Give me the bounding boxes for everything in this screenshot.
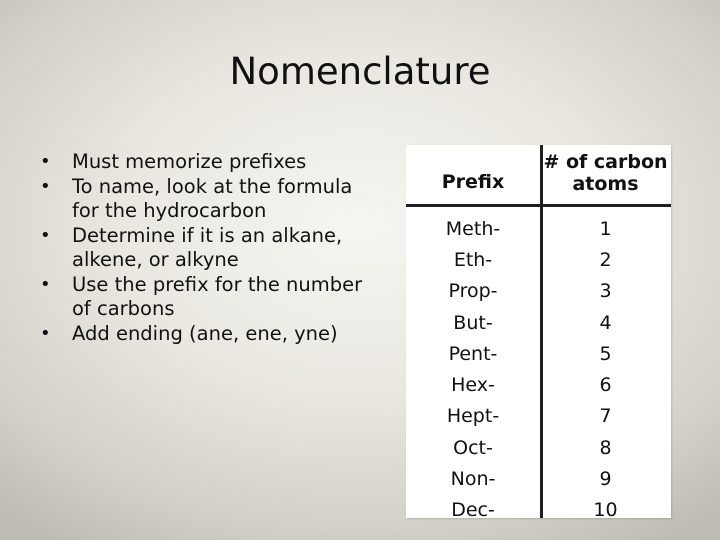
- carbon-count-cell: 6: [599, 374, 612, 397]
- table-row: [406, 244, 671, 275]
- bullet-text: To name, look at the formula for the hydrocarbon: [72, 174, 353, 222]
- table-row: [406, 432, 671, 463]
- bullet-list: [40, 150, 370, 346]
- bullet-item: [40, 322, 370, 347]
- bullet-dot-icon: •: [40, 175, 51, 197]
- carbon-count-cell: 2: [599, 248, 612, 271]
- table-row: [406, 338, 671, 369]
- prefix-cell: Oct-: [453, 436, 493, 459]
- bullet-text: Use the prefix for the number of carbons: [72, 272, 363, 320]
- bullet-text: Determine if it is an alkane, alkene, or alkyne: [72, 223, 343, 271]
- prefix-cell: Dec-: [451, 499, 495, 522]
- bullet-dot-icon: •: [40, 322, 51, 344]
- bullet-item: [40, 273, 370, 322]
- prefix-table: [406, 145, 671, 522]
- bullet-dot-icon: •: [40, 224, 51, 246]
- carbon-count-cell: 1: [599, 217, 612, 240]
- bullet-item: [40, 175, 370, 224]
- table-header-row: [406, 145, 671, 213]
- carbon-count-cell: 3: [599, 280, 612, 303]
- bullet-item: [40, 224, 370, 273]
- table-row: [406, 307, 671, 338]
- carbon-count-cell: 4: [599, 311, 612, 334]
- carbon-count-cell: 10: [593, 499, 618, 522]
- prefix-cell: Hept-: [446, 405, 500, 428]
- header-carbon-atoms: # of carbon atoms: [543, 151, 668, 195]
- table-row: [406, 401, 671, 432]
- carbon-count-cell: 7: [599, 405, 612, 428]
- table-row: [406, 495, 671, 526]
- bullet-text: Must memorize prefixes: [72, 150, 307, 173]
- prefix-cell: Prop-: [448, 280, 498, 303]
- prefix-cell: Non-: [450, 468, 496, 491]
- carbon-count-cell: 9: [599, 468, 612, 491]
- table-row: [406, 276, 671, 307]
- table-header-divider: [406, 204, 671, 207]
- table-column-divider: [540, 145, 543, 518]
- prefix-cell: Meth-: [445, 217, 501, 240]
- carbon-count-cell: 5: [599, 342, 612, 365]
- table-row: [406, 369, 671, 400]
- slide-title: Nomenclature: [229, 50, 491, 93]
- table-row: [406, 213, 671, 244]
- prefix-cell: Eth-: [453, 248, 493, 271]
- bullet-dot-icon: •: [40, 151, 51, 172]
- prefix-cell: But-: [453, 311, 493, 334]
- header-prefix: Prefix: [441, 171, 505, 193]
- bullet-item: [40, 150, 370, 175]
- carbon-count-cell: 8: [599, 436, 612, 459]
- bullet-dot-icon: •: [40, 273, 51, 295]
- table-row: [406, 463, 671, 494]
- prefix-cell: Hex-: [451, 374, 495, 397]
- prefix-cell: Pent-: [448, 342, 498, 365]
- bullet-text: Add ending (ane, ene, yne): [72, 321, 338, 345]
